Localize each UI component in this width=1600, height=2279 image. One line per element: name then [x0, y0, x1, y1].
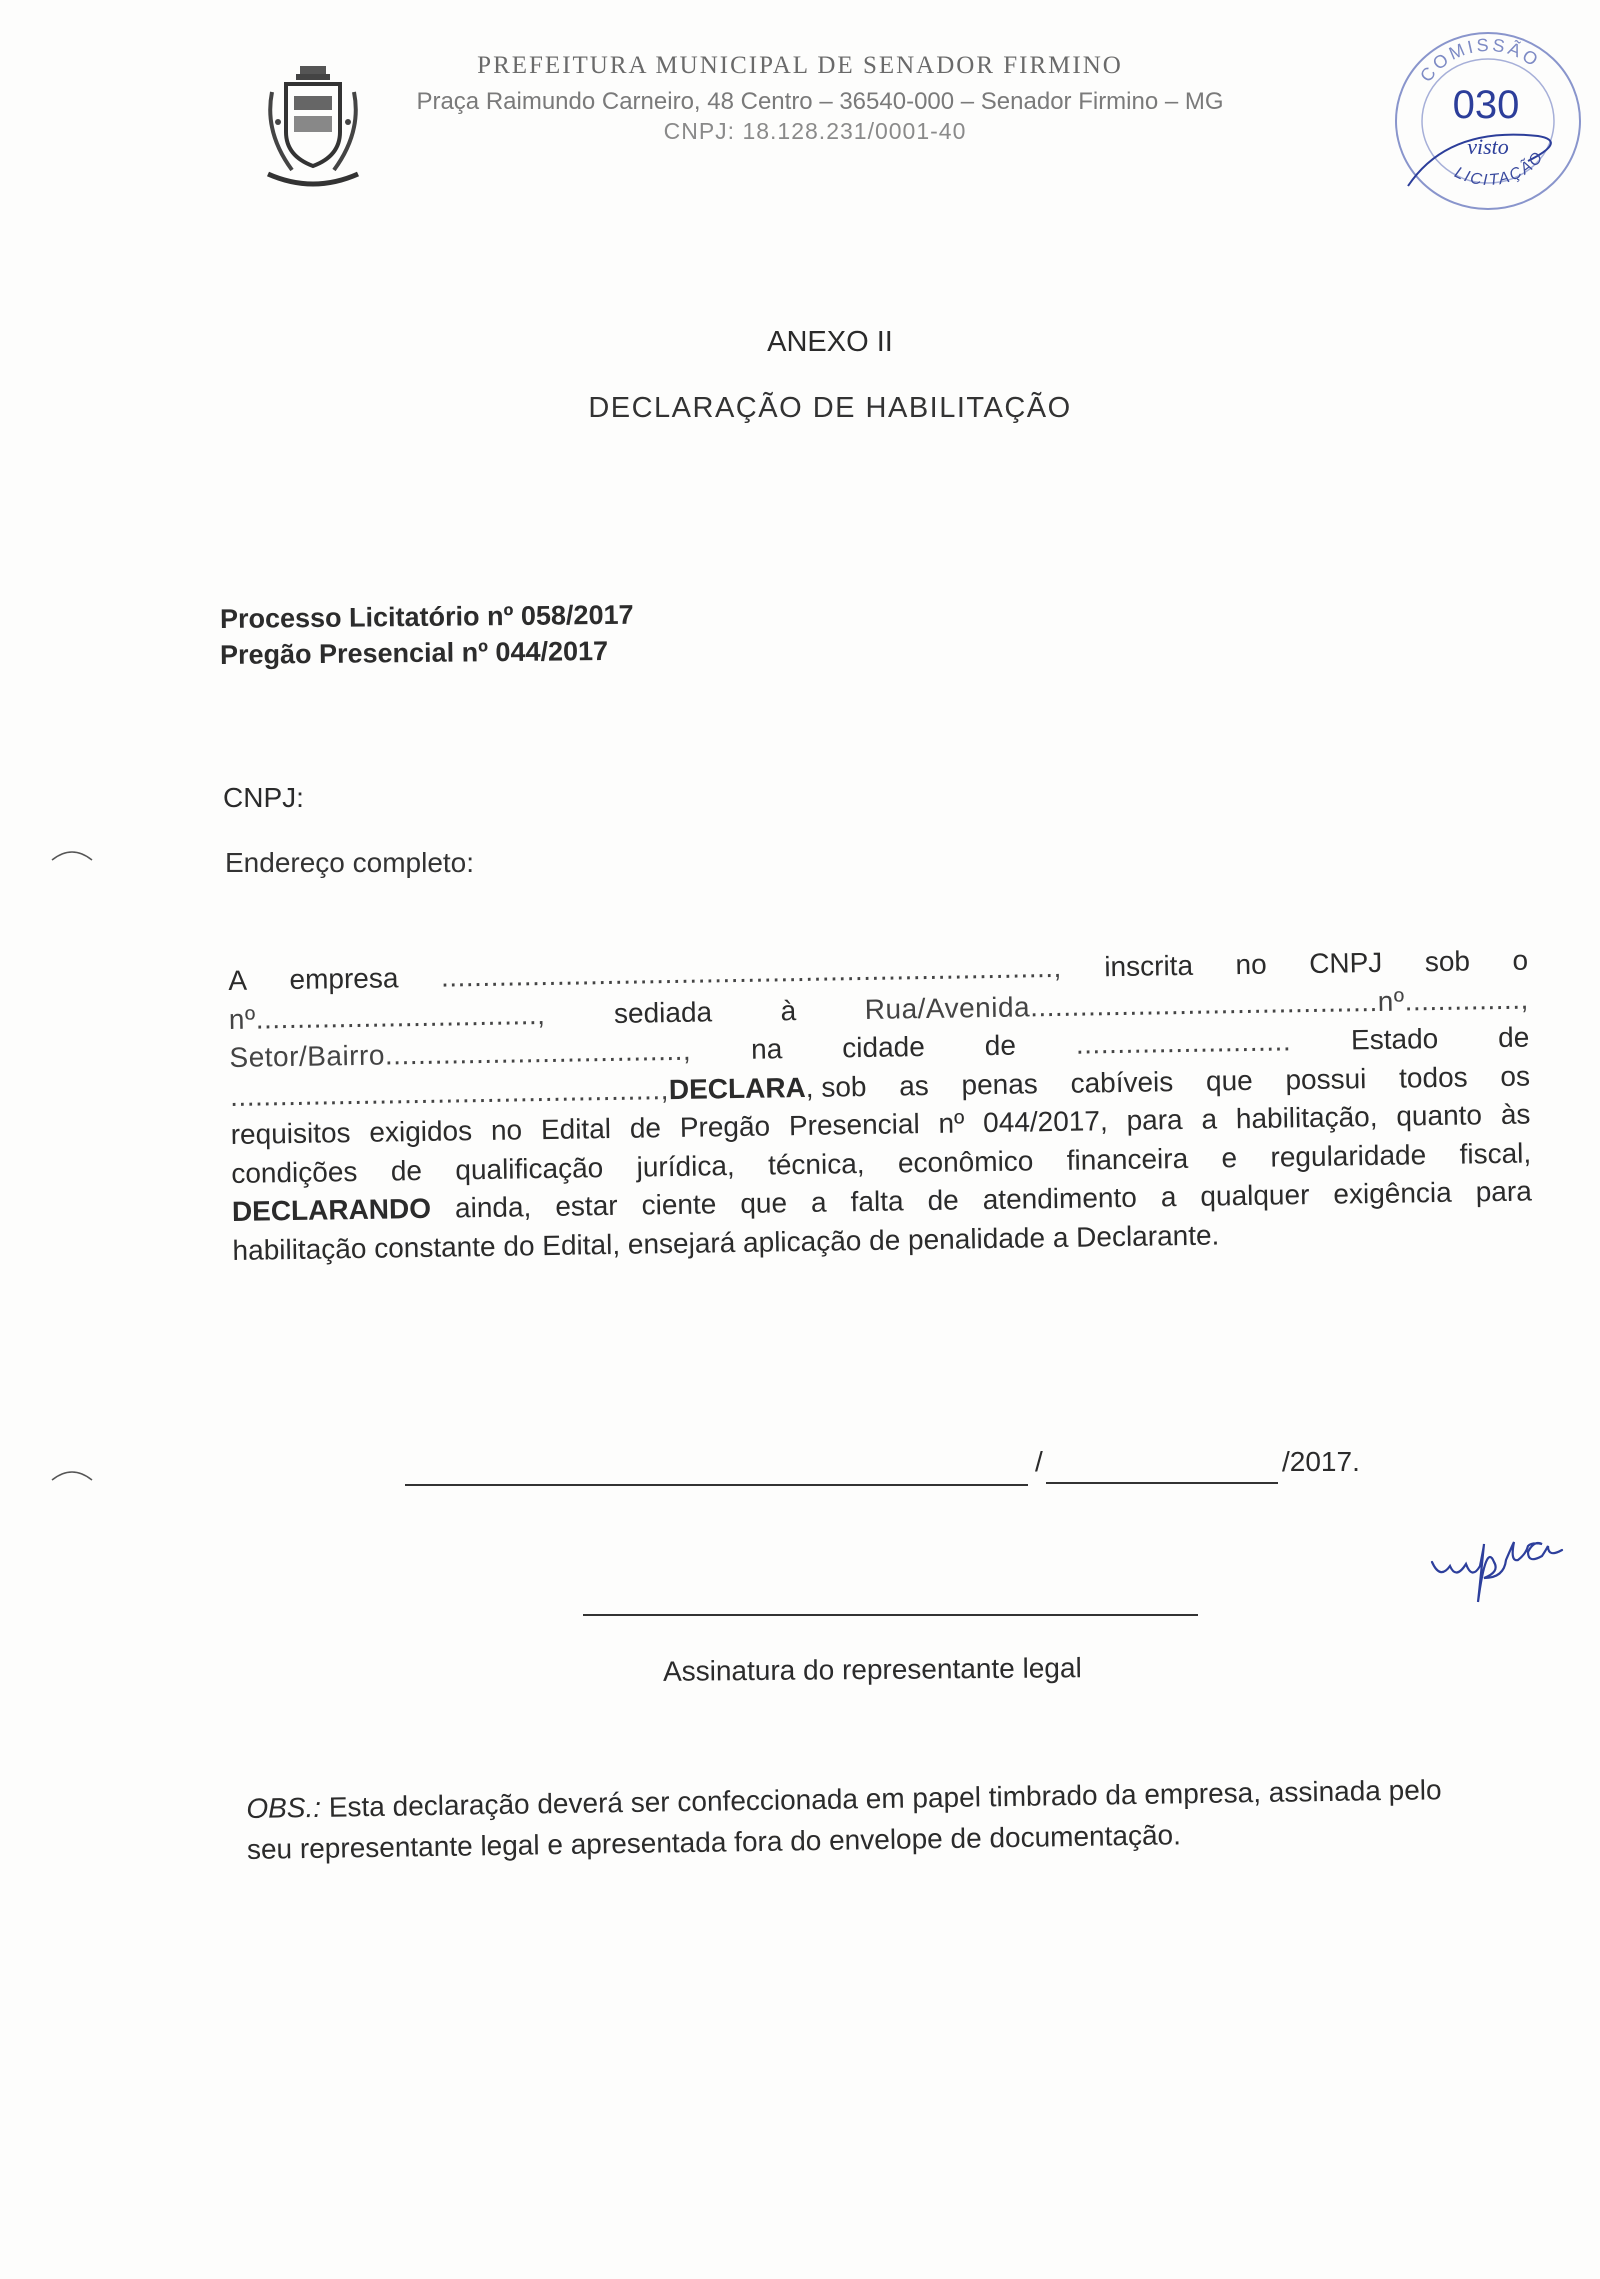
- observation-note: [246, 1769, 1487, 1870]
- header-address: Praça Raimundo Carneiro, 48 Centro – 36540-000 – Senador Firmino – MG: [416, 88, 1224, 115]
- word: Estado: [1350, 1023, 1439, 1056]
- blank-city: ..........................: [1075, 1025, 1292, 1060]
- word: regularidade: [1270, 1138, 1427, 1173]
- word: exigidos: [369, 1115, 473, 1148]
- word: de: [927, 1184, 959, 1217]
- date-place-line: [405, 1484, 1028, 1486]
- word: qualificação: [455, 1151, 604, 1185]
- punch-hole-mark: [50, 844, 94, 864]
- word: ainda,: [454, 1191, 532, 1224]
- commission-stamp: [1388, 26, 1588, 216]
- word: A: [228, 964, 248, 996]
- word: requisitos: [230, 1117, 351, 1150]
- date-year: /2017.: [1282, 1446, 1360, 1477]
- word: cidade: [842, 1031, 926, 1064]
- word: Presencial: [788, 1108, 920, 1142]
- word: que: [1205, 1064, 1253, 1097]
- word: 044/2017,: [982, 1105, 1108, 1139]
- word: técnica,: [767, 1147, 865, 1181]
- word: para: [1126, 1104, 1183, 1136]
- annex-title: ANEXO II: [767, 326, 893, 358]
- word: de: [1497, 1021, 1530, 1054]
- word: de: [629, 1112, 662, 1144]
- word: as: [898, 1069, 929, 1101]
- word: qualquer: [1200, 1179, 1310, 1212]
- header-institution-name: PREFEITURA MUNICIPAL DE SENADOR FIRMINO: [477, 52, 1123, 79]
- word: inscrita: [1104, 949, 1194, 983]
- obs-text: Esta declaração deverá ser confeccionada em papel timbrado da empresa, assinada pelo seu representante legal e apresentada fora do envelope de documentação.: [246, 1774, 1442, 1865]
- word: sob: [1424, 945, 1471, 978]
- signature-line: [583, 1614, 1198, 1616]
- word: atendimento: [982, 1181, 1138, 1216]
- handwritten-initials: [1428, 1530, 1598, 1610]
- word: fiscal,: [1459, 1137, 1532, 1170]
- signature-label: Assinatura do representante legal: [662, 1652, 1082, 1687]
- word: que: [740, 1187, 788, 1219]
- blank-state: ....................................................,: [229, 1073, 670, 1112]
- word: habilitação,: [1235, 1100, 1378, 1135]
- address-field-label: Endereço completo:: [225, 847, 475, 878]
- blank-company-name: ..........................................................................,: [440, 951, 1063, 993]
- word: ciente: [641, 1188, 717, 1221]
- word: estar: [555, 1189, 618, 1222]
- word: a: [1160, 1181, 1177, 1213]
- date-separator: /: [1035, 1446, 1043, 1477]
- header-cnpj: CNPJ: 18.128.231/0001-40: [663, 118, 967, 144]
- declarando-keyword: DECLARANDO: [231, 1192, 432, 1227]
- svg-text:COMISSÃO: [1416, 35, 1544, 86]
- word: a: [810, 1186, 827, 1218]
- word: condições: [231, 1155, 358, 1189]
- word: no: [490, 1114, 523, 1146]
- word: jurídica,: [636, 1149, 735, 1183]
- word: , sob: [805, 1070, 867, 1103]
- blank-street: Rua/Avenida..........................................nº..............,: [864, 983, 1529, 1025]
- declara-keyword: DECLARA: [668, 1071, 806, 1105]
- blank-cnpj-number: nº..................................,: [228, 998, 546, 1035]
- word: CNPJ: [1308, 946, 1383, 980]
- word: e: [1221, 1141, 1238, 1173]
- body-last-line: habilitação constante do Edital, ensejará aplicação de penalidade a Declarante.: [232, 1218, 1220, 1266]
- word: penas: [961, 1067, 1039, 1100]
- declaration-title: DECLARAÇÃO DE HABILITAÇÃO: [588, 392, 1072, 424]
- word: os: [1500, 1060, 1531, 1092]
- stamp-signature: visto: [1467, 134, 1509, 159]
- date-month-line: [1046, 1482, 1278, 1484]
- word: de: [984, 1029, 1017, 1062]
- word: a: [1201, 1103, 1218, 1135]
- word: Pregão: [679, 1110, 771, 1143]
- word: financeira: [1066, 1142, 1189, 1176]
- cnpj-field-label: CNPJ:: [223, 782, 304, 813]
- word: para: [1475, 1175, 1532, 1208]
- declaration-body: [228, 942, 1533, 1270]
- punch-hole-mark: [50, 1464, 94, 1484]
- word: econômico: [897, 1144, 1034, 1178]
- word: de: [390, 1154, 423, 1186]
- word: Edital: [540, 1113, 612, 1146]
- word: cabíveis: [1070, 1065, 1174, 1099]
- word: falta: [850, 1185, 904, 1218]
- word: todos: [1398, 1061, 1468, 1094]
- obs-label: OBS.:: [246, 1791, 322, 1824]
- word: sediada: [613, 995, 713, 1029]
- stamp-top-text: COMISSÃO: [1416, 34, 1544, 86]
- auction-number: Pregão Presencial nº 044/2017: [219, 635, 609, 670]
- process-number: Processo Licitatório nº 058/2017: [219, 599, 634, 634]
- stamp-number: 030: [1452, 83, 1520, 127]
- word: na: [750, 1033, 783, 1065]
- word: às: [1500, 1098, 1531, 1131]
- word: no: [1235, 948, 1267, 981]
- word: empresa: [289, 962, 399, 996]
- word: possui: [1285, 1062, 1367, 1095]
- word: quanto: [1396, 1099, 1483, 1132]
- word: à: [780, 994, 797, 1026]
- stamp-bottom-text: LICITAÇÃO: [1451, 147, 1548, 190]
- word: o: [1512, 944, 1529, 976]
- word: nº: [938, 1107, 965, 1139]
- word: exigência: [1333, 1176, 1452, 1210]
- blank-neighborhood: Setor/Bairro....................................,: [229, 1034, 692, 1073]
